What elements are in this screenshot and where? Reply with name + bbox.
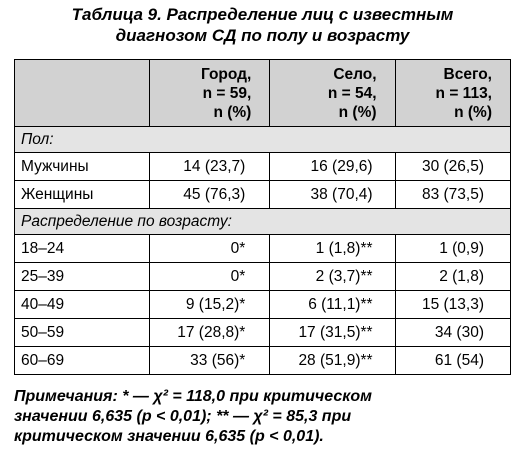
header-row [15, 60, 511, 127]
cell-village: 1 (1,8)** [270, 235, 395, 263]
row-label: 25–39 [15, 263, 150, 291]
row-label: 18–24 [15, 235, 150, 263]
table-row [15, 347, 511, 375]
cell-total: 1 (0,9) [395, 235, 510, 263]
header-village-line: n = 54, [327, 84, 377, 102]
section-label-age: Распределение по возрасту: [15, 209, 511, 235]
header-city-line: n (%) [213, 103, 252, 121]
footnote-line: Примечания: * — χ² = 118,0 при критическом [14, 388, 372, 405]
footnote-line: критическом значении 6,635 (p < 0,01). [14, 428, 324, 445]
cell-total: 30 (26,5) [395, 153, 510, 181]
section-row [15, 127, 511, 153]
cell-city: 45 (76,3) [150, 181, 270, 209]
data-table [14, 59, 511, 375]
table-row [15, 181, 511, 209]
row-label: 60–69 [15, 347, 150, 375]
header-village-line: Село, [333, 65, 377, 83]
row-label: 40–49 [15, 291, 150, 319]
cell-village: 17 (31,5)** [270, 319, 395, 347]
row-label: Женщины [15, 181, 150, 209]
cell-total: 2 (1,8) [395, 263, 510, 291]
cell-village: 28 (51,9)** [270, 347, 395, 375]
cell-total: 15 (13,3) [395, 291, 510, 319]
row-label: Мужчины [15, 153, 150, 181]
header-total-line: n (%) [454, 103, 492, 121]
cell-city: 17 (28,8)* [150, 319, 270, 347]
header-city [150, 60, 270, 127]
header-village-line: n (%) [338, 103, 377, 121]
table-row [15, 319, 511, 347]
section-row [15, 209, 511, 235]
cell-total: 83 (73,5) [395, 181, 510, 209]
header-city-line: Город, [200, 65, 252, 83]
header-city-line: n = 59, [202, 84, 252, 102]
header-village [270, 60, 395, 127]
cell-city: 0* [150, 235, 270, 263]
table-title [0, 4, 525, 46]
header-total [395, 60, 510, 127]
cell-village: 2 (3,7)** [270, 263, 395, 291]
header-total-line: Всего, [443, 65, 492, 83]
row-label: 50–59 [15, 319, 150, 347]
table-row [15, 153, 511, 181]
cell-city: 9 (15,2)* [150, 291, 270, 319]
section-label-sex: Пол: [15, 127, 511, 153]
table-title-line: Таблица 9. Распределение лиц с известным [71, 5, 454, 24]
table-row [15, 291, 511, 319]
footnote [14, 387, 519, 447]
table-row [15, 263, 511, 291]
header-blank-cell [15, 60, 150, 127]
header-total-line: n = 113, [435, 84, 492, 102]
table-title-line: диагнозом СД по полу и возрасту [115, 26, 410, 45]
cell-total: 61 (54) [395, 347, 510, 375]
cell-village: 16 (29,6) [270, 153, 395, 181]
footnote-line: значении 6,635 (p < 0,01); ** — χ² = 85,3 при [14, 408, 352, 425]
cell-total: 34 (30) [395, 319, 510, 347]
cell-city: 33 (56)* [150, 347, 270, 375]
cell-city: 14 (23,7) [150, 153, 270, 181]
cell-city: 0* [150, 263, 270, 291]
cell-village: 6 (11,1)** [270, 291, 395, 319]
cell-village: 38 (70,4) [270, 181, 395, 209]
table-row [15, 235, 511, 263]
